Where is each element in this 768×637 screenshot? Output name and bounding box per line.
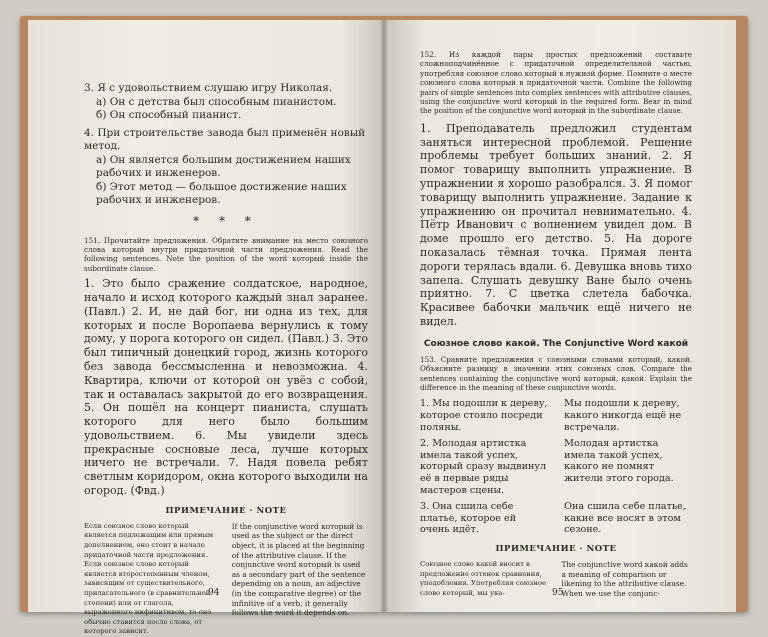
pair-row (420, 398, 692, 433)
exercise-152-text: 1. Преподаватель предложил студентам заняться интересной проблемой. Решение проблемы требует больших знаний. 2. Я помог товарищу выполнить упражнение. В упражнении я хорошо разобрался. 3. Я помог товарищу выполнить упражнение. Задание к упражнению он прочитал невнимательно. 4. Пётр Иванович с волнением увидел дом. В доме прошло его детство. 5. На дороге показалась тёмная точка. Прямая лента дороги терялась вдали. 6. Девушка вновь тихо запела. Слушать девушку Ване было очень приятно. 7. С цветка слетела бабочка. Красивее бабочки мальчик ещё ничего не видел. (420, 121, 692, 328)
exercise-item-4 (84, 127, 368, 208)
note-russian: Если союзное слово который является подлежащим или прямым дополнением, оно стоит в начале придаточной части предложения. Если союзное слово который является второстепенным членом, зависящим от существительного, прилагательного (в сравнительной степени) или от глагола, выраженного инфинитивом, то оно обычно ставится после слова, от которого зависит. (84, 521, 214, 636)
book-gutter (380, 20, 388, 612)
exercise-151-text: 1. Это было сражение солдатское, народное, начало и исход которого каждый знал заранее. (Павл.) 2. И, не дай бог, ни одна из тех, для которых и после Воропаева вернулись к тому дому, у порога которого он сидел. (Павл.) 3. Это был типичный донецкий город, жизнь которого без завода бессмысленна и невозможна. 4. Квартира, ключи от которой он увёз с собой, так и оставалась закрытой до его возвращения. 5. Он пошёл на концерт пианиста, слушать которого для него было большим удовольствием. 6. Мы увидели здесь прекрасные сосновые леса, лучше которых ничего не встречали. 7. Надя повела ребят светлым коридором, окна которого выходили на огород. (Фвд.) (84, 277, 368, 498)
page-number: 94 (208, 588, 220, 598)
note-heading: ПРИМЕЧАНИЕ · NOTE (495, 544, 617, 555)
item-4-option-b: б) Этот метод — большое достижение наших рабочих и инженеров. (96, 180, 347, 206)
right-page (384, 20, 736, 612)
comparison-pairs (420, 398, 692, 536)
item-3-option-b: б) Он способный пианист. (96, 109, 242, 121)
exercise-item-3 (84, 82, 368, 123)
pair-left: 1. Мы подошли к дереву, которое стояло посреди поляны. (420, 398, 548, 434)
note-heading: ПРИМЕЧАНИЕ · NOTE (165, 505, 287, 516)
pair-right: Она сшила себе платье, какие все носят в этом сезоне. (564, 500, 686, 536)
item-4-question: 4. При строительстве завода был применён новый метод. (84, 126, 366, 152)
pair-right: Мы подошли к дереву, какого никогда ещё не встречали. (564, 398, 682, 434)
pair-right: Молодая артистка имела такой успех, какого не помнят жители этого города. (564, 437, 674, 485)
exercise-151-instruction: 151. Прочитайте предложения. Обратите внимание на место союзного слова который внутри придаточной части предложения. Read the following sentences. Note the position of the word который inside the subordinate clause. (84, 235, 368, 273)
left-page (28, 20, 384, 636)
pair-row (420, 438, 692, 497)
section-heading: Союзное слово какой. The Conjunctive Word какой (423, 338, 689, 349)
note-english: If the conjunctive word который is used as the subject or the direct object, it is placed at the beginning of the attributive clause. If the conjunctive word который is used as a secondary part of the sentence depending on a noun, an adjective (in the comparative degree) or the infinitive of a verb, it generally follows the word it depends on. (231, 521, 366, 618)
exercise-153-instruction: 153. Сравните предложения с союзными словами который, какой. Объясните разницу в значении этих союзных слов. Compare the sentences containing the conjunctive word который, какой. Explain the difference in the meaning of these conjunctive words. (420, 354, 692, 393)
item-3-question: 3. Я с удовольствием слушаю игру Николая. (84, 82, 333, 94)
exercise-152-instruction: 152. Из каждой пары простых предложений составьте сложноподчинённое с придаточной определительной частью, употребляя союзное слово который в нужной форме. Помните о месте союзного слова который в придаточной части. Combine the following pairs of simple sentences into complex sentences with attributive clauses, using the conjunctive word который in the required form. Bear in mind the position of the conjunctive word который in the subordinate clause. (420, 50, 692, 116)
page-number: 95 (552, 588, 564, 598)
note-english: The conjunctive word какой adds a meaning of comparison or likening to the attributive clause. When we use the conjunc- (561, 560, 688, 598)
item-4-option-a: а) Он является большим достижением наших рабочих и инженеров. (96, 153, 351, 179)
note-columns (84, 522, 368, 637)
item-3-option-a: а) Он с детства был способным пианистом. (96, 95, 337, 108)
section-divider: * * * (193, 213, 259, 228)
note-russian: Союзное слово какой вносит в предложение оттенок сравнения, уподобления. Употребляя союзное слово который, мы ука- (420, 560, 546, 597)
pair-left: 3. Она сшила себе платье, которое ей очень идёт. (420, 500, 517, 536)
pair-row (420, 501, 692, 536)
pair-left: 2. Молодая артистка имела такой успех, который сразу выдвинул её в первые ряды мастеров сцены. (420, 437, 547, 496)
